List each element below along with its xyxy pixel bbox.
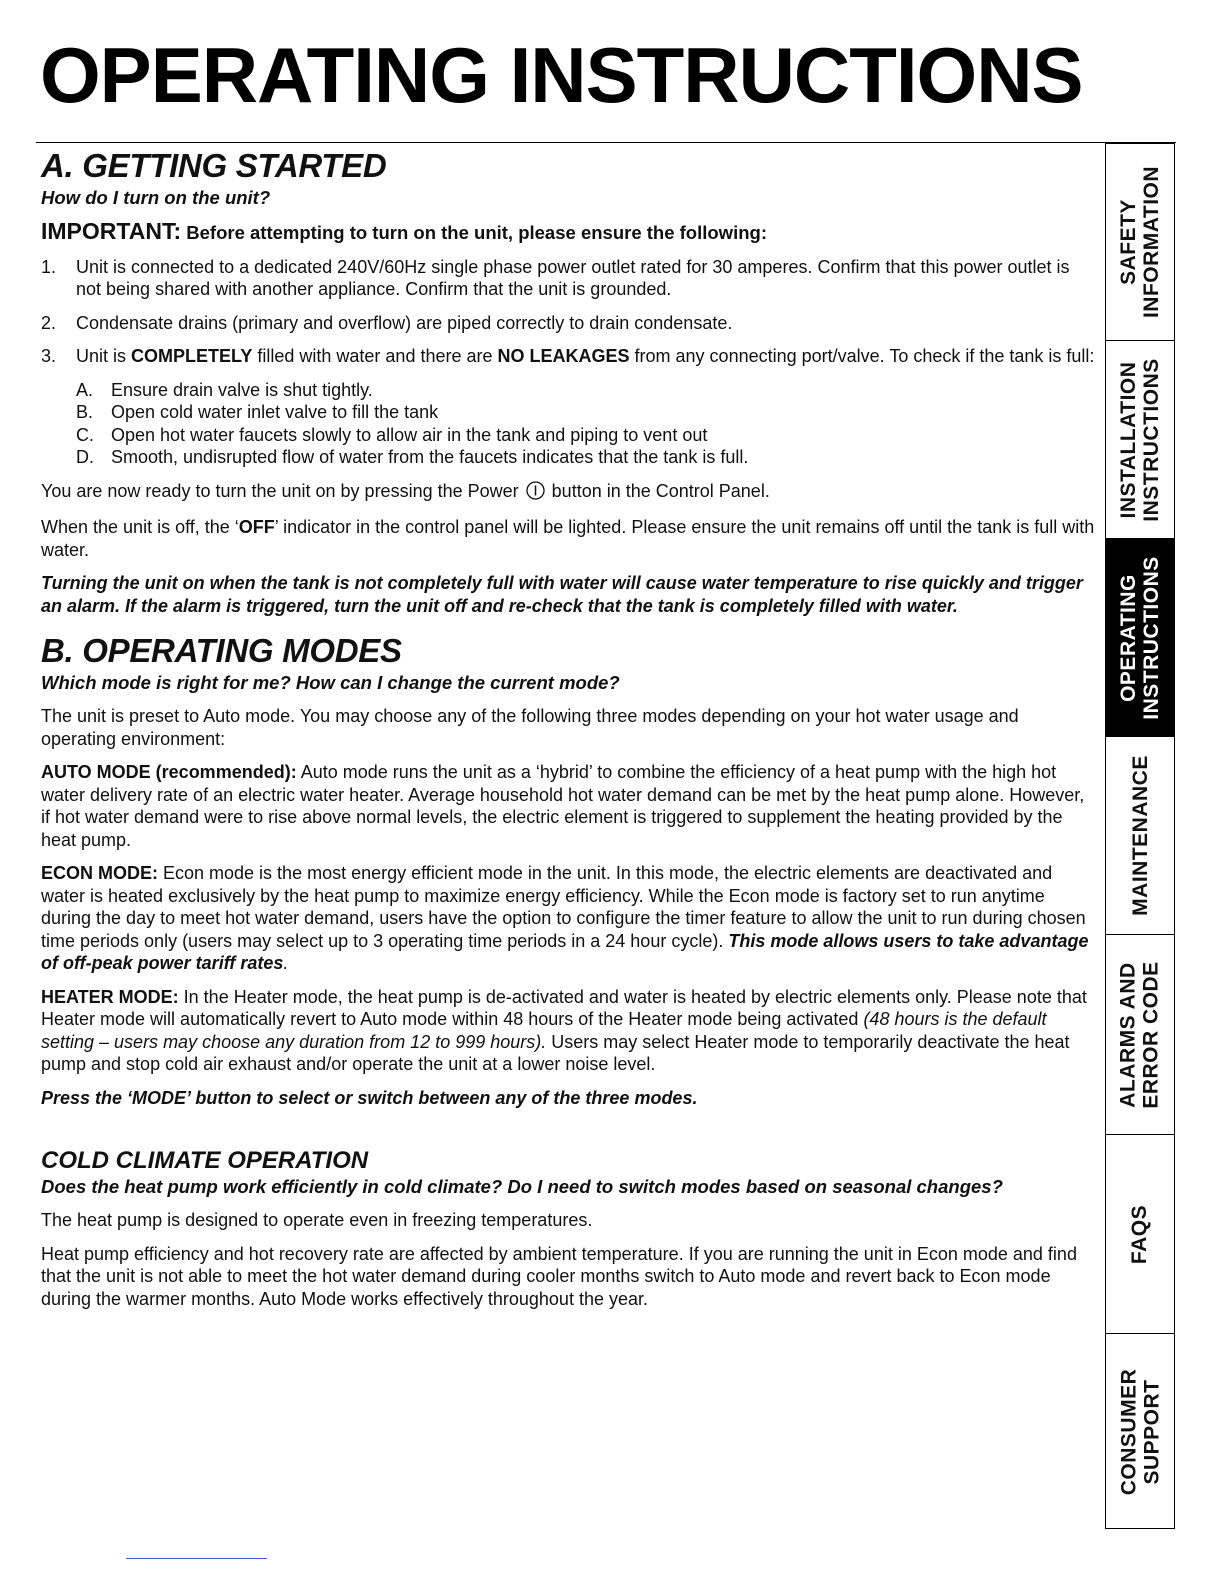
section-a-heading: A. GETTING STARTED xyxy=(41,147,387,184)
cold-climate-paragraph-2: Heat pump efficiency and hot recovery rate are affected by ambient temperature. If you are running the unit in Econ mode and find that the unit is not able to meet the hot water demand during cooler months switch to Auto mode and revert back to Econ mode during the warmer months. Auto Mode works effectively throughout the year. xyxy=(41,1243,1077,1309)
tab-faqs[interactable]: FAQS xyxy=(1106,1135,1174,1334)
list-item-number: 1. xyxy=(41,256,57,277)
tab-consumer-support[interactable]: CONSUMER SUPPORT xyxy=(1117,1368,1164,1496)
auto-mode-label: AUTO MODE (recommended): xyxy=(41,762,297,782)
tab-alarms-error-code[interactable]: ALARMS AND ERROR CODE xyxy=(1106,935,1174,1135)
warning-paragraph: Turning the unit on when the tank is not completely full with water will cause water temperature to rise quickly and trigger an alarm. If the alarm is triggered, turn the unit off and re-check that the tank is completely filled with water. xyxy=(41,573,1083,616)
tank-check-steps xyxy=(76,379,1096,469)
section-sidebar xyxy=(1105,143,1175,1529)
tab-operating-instructions[interactable]: OPERATING INSTRUCTIONS xyxy=(1106,539,1174,737)
cold-climate-heading: COLD CLIMATE OPERATION xyxy=(41,1147,369,1174)
econ-mode-label: ECON MODE: xyxy=(41,863,158,883)
list-item xyxy=(41,312,1096,335)
tab-installation-instructions[interactable]: INSTALLATION INSTRUCTIONS xyxy=(1106,341,1174,539)
section-b-question: Which mode is right for me? How can I change the current mode? xyxy=(41,672,620,693)
list-item-text: Condensate drains (primary and overflow) are piped correctly to drain condensate. xyxy=(76,312,733,333)
important-text: Before attempting to turn on the unit, please ensure the following: xyxy=(181,222,767,243)
sub-list-item: C. Open hot water faucets slowly to allow air in the tank and piping to vent out xyxy=(76,424,708,445)
off-indicator-paragraph: When the unit is off, the ‘OFF’ indicator in the control panel will be lighted. Please ensure the unit remains off until the tank is full with water. xyxy=(41,517,1095,560)
checklist xyxy=(41,256,1096,469)
power-icon xyxy=(526,481,545,506)
list-item-number: 2. xyxy=(41,312,57,333)
tab-maintenance[interactable]: MAINTENANCE xyxy=(1106,737,1174,935)
list-item-text: Unit is connected to a dedicated 240V/60Hz single phase power outlet rated for 30 amperes. Confirm that this power outlet is not being shared with another appliance. Confirm that the unit is grounded. xyxy=(76,256,1070,299)
sub-list-item: A. Ensure drain valve is shut tightly. xyxy=(76,379,373,400)
main-content xyxy=(41,146,1096,1321)
sub-list-item: D. Smooth, undisrupted flow of water from the faucets indicates that the tank is full. xyxy=(76,447,749,467)
sub-list-item: B. Open cold water inlet valve to fill the tank xyxy=(76,402,439,422)
list-item-text: Unit is COMPLETELY filled with water and there are NO LEAKAGES from any connecting port/valve. To check if the tank is full: xyxy=(76,346,1095,366)
title-divider xyxy=(36,142,1176,143)
list-item xyxy=(41,256,1096,301)
footer-divider xyxy=(126,1558,267,1559)
section-b-heading: B. OPERATING MODES xyxy=(41,632,402,669)
cold-climate-question: Does the heat pump work efficiently in cold climate? Do I need to switch modes based on seasonal changes? xyxy=(41,1176,1003,1197)
page-title: OPERATING INSTRUCTIONS xyxy=(40,31,1083,119)
econ-mode-paragraph: ECON MODE: Econ mode is the most energy efficient mode in the unit. In this mode, the electric elements are deactivated and water is heated exclusively by the heat pump to maximize energy efficiency. While the Econ mode is factory set to run anytime during the day to meet hot water demand, users have the option to configure the timer feature to allow the unit to run during chosen time periods only (users may select up to 3 operating time periods in a 24 hour cycle). This mode allows users to take advantage of off-peak power tariff rates. xyxy=(41,863,1089,973)
mode-button-note: Press the ‘MODE’ button to select or switch between any of the three modes. xyxy=(41,1087,698,1108)
important-lead: IMPORTANT: xyxy=(41,218,182,244)
list-item xyxy=(41,345,1096,469)
list-item-number: 3. xyxy=(41,346,57,366)
section-a-question: How do I turn on the unit? xyxy=(41,187,271,208)
tab-safety-information[interactable]: SAFETY INFORMATION xyxy=(1106,144,1174,341)
auto-mode-paragraph: AUTO MODE (recommended): Auto mode runs the unit as a ‘hybrid’ to combine the efficiency of a heat pump with the high hot water delivery rate of an electric water heater. Average household hot water demand can be met by the heat pump alone. However, if hot water demand were to rise above normal levels, the electric element is triggered to supplement the heating provided by the heat pump. xyxy=(41,762,1085,850)
ready-paragraph: You are now ready to turn the unit on by pressing the Power button in the Control Panel. xyxy=(41,480,1096,506)
important-note xyxy=(41,220,1096,245)
heater-mode-paragraph: HEATER MODE: In the Heater mode, the heat pump is de-activated and water is heated by electric elements only. Please note that Heater mode will automatically revert to Auto mode within 48 hours of the Heater mode being activated (48 hours is the default setting – users may choose any duration from 12 to 999 hours). Users may select Heater mode to temporarily deactivate the heat pump and stop cold air exhaust and/or operate the unit at a lower noise level. xyxy=(41,986,1087,1074)
modes-intro: The unit is preset to Auto mode. You may choose any of the following three modes depending on your hot water usage and operating environment: xyxy=(41,706,1019,749)
cold-climate-paragraph-1: The heat pump is designed to operate even in freezing temperatures. xyxy=(41,1210,593,1230)
heater-mode-label: HEATER MODE: xyxy=(41,986,179,1007)
